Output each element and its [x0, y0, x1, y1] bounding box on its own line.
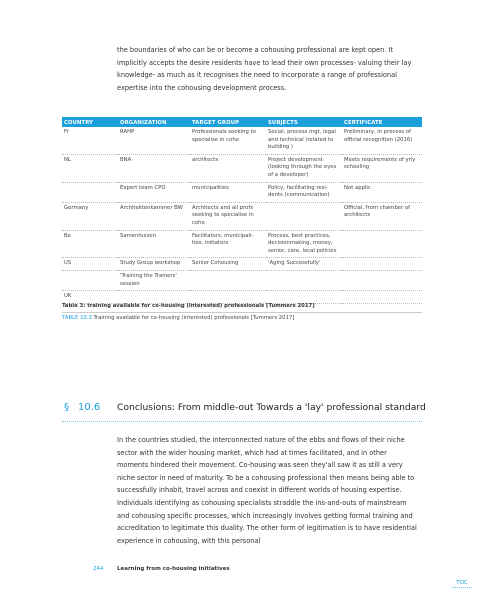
table-cell: Germany: [62, 202, 118, 230]
table-cell: Preliminary, in process of official recognition (2016): [342, 127, 422, 154]
section-divider: [62, 421, 422, 422]
table-cell: [266, 202, 342, 230]
table-cell: 'Training the Trainers' session: [118, 270, 190, 290]
table-cell: Social, process mgt, legal and technical (related to building ): [266, 127, 342, 154]
header-certificate: CERTIFICATE: [342, 117, 422, 127]
table-label-number: TABLE 10.3: [62, 315, 92, 321]
table-cell: [118, 291, 190, 304]
table-cell: [266, 291, 342, 304]
table-cell: UK: [62, 291, 118, 304]
table-row: [62, 258, 422, 271]
table-cell: Samenhuizen: [118, 230, 190, 258]
section-title: Conclusions: From middle-out Towards a 'lay' professional standard: [117, 402, 426, 413]
table-caption: Table 3: training available for co-housing (interested) professionals [Tummers 2017]: [62, 303, 422, 313]
table-cell: RAHP: [118, 127, 190, 154]
table-row: [62, 270, 422, 290]
table-row: [62, 182, 422, 202]
table-cell: US: [62, 258, 118, 271]
table-cell: [190, 270, 266, 290]
table-cell: [62, 182, 118, 202]
table-cell: BNA: [118, 154, 190, 182]
table-cell: Study Group workshop: [118, 258, 190, 271]
table-cell: municipalities: [190, 182, 266, 202]
table-cell: 'Aging Successfully': [266, 258, 342, 271]
header-organization: ORGANIZATION: [118, 117, 190, 127]
section-number: 10.6: [78, 402, 101, 413]
table-cell: Architektenkammer BW: [118, 202, 190, 230]
table-row: [62, 202, 422, 230]
table-cell: Project development (looking through the eyes of a developer): [266, 154, 342, 182]
table-cell: [62, 270, 118, 290]
table-label: [62, 315, 294, 321]
table-cell: Be: [62, 230, 118, 258]
table-cell: [342, 270, 422, 290]
header-subjects: SUBJECTS: [266, 117, 342, 127]
table-cell: Professionals seeking to specialise in coho: [190, 127, 266, 154]
table-cell: Senior Cohousing: [190, 258, 266, 271]
table-label-text: Training available for co-housing (interested) professionals [Tummers 2017]: [93, 315, 295, 321]
section-heading: [62, 402, 426, 418]
table-cell: [342, 230, 422, 258]
table-cell: Architects and all profs seeking to specialise in coho: [190, 202, 266, 230]
table-row: [62, 127, 422, 154]
table-header-row: [62, 117, 422, 127]
table-row: [62, 154, 422, 182]
intro-paragraph: the boundaries of who can be or become a cohousing professional are kept open. It implicitly accepts the desire residents have to lead their own processes- valuing their lay knowledge- as much as it recognises the need to incorporate a range of professional expertise into the cohousing development process.: [117, 46, 412, 92]
table-cell: NL: [62, 154, 118, 182]
table-cell: Process, best practices, decisionmaking, money, senior, care, local policies: [266, 230, 342, 258]
toc-link[interactable]: TOC: [452, 580, 472, 588]
table-cell: Official, from chamber of architects: [342, 202, 422, 230]
table-cell: Meets requirements of yrly schooling: [342, 154, 422, 182]
table-cell: [190, 291, 266, 304]
page-number: 244: [93, 566, 104, 572]
table-cell: [342, 291, 422, 304]
body-paragraph: In the countries studied, the interconnected nature of the ebbs and flows of their niche sector with the wider housing market, which had at times facilitated, and in other moments hindered their movement. Co-housing was seen they'all saw it as still a very niche sector in need of maturity. To be a cohousing professional then means being able to successfully inhabit, travel across and coexist in different worlds of housing expertise. Individuals identifying as cohousing specialists straddle the ins-and-outs of mainstream and cohousing specific processes, which increasingly involves getting formal training and accreditation to legitimate this duality. The other form of legitimation is to have residential experience in cohousing, with this personal: [117, 436, 417, 545]
training-table: [62, 117, 422, 304]
section-symbol: §: [64, 402, 69, 413]
table-cell: Fr: [62, 127, 118, 154]
table-cell: [342, 258, 422, 271]
table-cell: Not applic: [342, 182, 422, 202]
header-country: COUNTRY: [62, 117, 118, 127]
table-cell: Expert team CPO: [118, 182, 190, 202]
table-row: [62, 291, 422, 304]
running-footer-title: Learning from co-housing initiatives: [117, 566, 230, 572]
table-cell: architects: [190, 154, 266, 182]
table-row: [62, 230, 422, 258]
table-cell: Facilitators, municipali-ties, initiators: [190, 230, 266, 258]
table-cell: [266, 270, 342, 290]
header-target-group: TARGET GROUP: [190, 117, 266, 127]
table-cell: Policy, facilitating resi-dents (communication): [266, 182, 342, 202]
